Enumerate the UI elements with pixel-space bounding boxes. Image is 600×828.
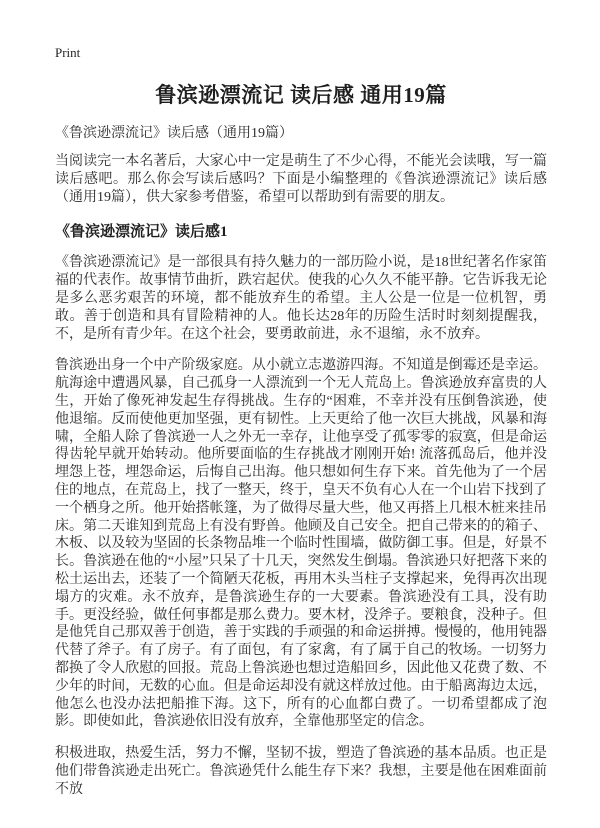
section-heading-essay-1: 《鲁滨逊漂流记》读后感1 xyxy=(55,224,228,241)
intro-paragraph: 当阅读完一本名著后，大家心中一定是萌生了不少心得，不能光会读哦，写一篇读后感吧。那么你会写读后感吗？下面是小编整理的《鲁滨逊漂流记》读后感（通用19篇），供大家参考借鉴，希望可以帮助到有需要的朋友。 xyxy=(55,154,547,205)
essay-paragraph-1: 《鲁滨逊漂流记》是一部很具有持久魅力的一部历险小说，是18世纪著名作家笛福的代表作。故事情节曲折，跌宕起伏。使我的心久久不能平静。它告诉我无论是多么恶劣艰苦的环境，都不能放弃生的希望。主人公是一位是一位机智，勇敢。善于创造和具有冒险精神的人。他长达28年的历险生活时时刻刻提醒我，不，是所有青少年。在这个社会，要勇敢前进，永不退缩，永不放弃。 xyxy=(55,255,547,342)
document-subtitle: 《鲁滨逊漂流记》读后感（通用19篇） xyxy=(55,126,293,141)
essay-paragraph-2: 鲁滨逊出身一个中产阶级家庭。从小就立志遨游四海。不知道是倒霉还是幸运。航海途中遭遇风暴，自己孤身一人漂流到一个无人荒岛上。鲁滨逊放弃富贵的人生，开始了像死神发起生存得挑战。生存的“困难，不幸并没有压倒鲁滨逊，使他退缩。反而使他更加坚强，更有韧性。上天更给了他一次巨大挑战，风暴和海啸，全船人除了鲁滨逊一人之外无一幸存，让他享受了孤零零的寂寞，但是命运得齿轮早就开始转动。他所要面临的生存挑战才刚刚开始! 流落孤岛后，他并没埋怨上苍，埋怨命运，后悔自己出海。他只想如何生存下来。首先他为了一个居住的地点，在荒岛上，找了一整天，终于，皇天不负有心人在一个山岩下找到了一个栖身之所。他开始搭帐篷，为了做得尽量大些，他又再搭上几根木桩来挂吊床。第二天谁知到荒岛上有没有野兽。他顾及自己安全。把自己带来的的箱子、木板、以及较为坚固的长条物品堆一个临时性围墙，做防御工事。但是，好景不长。鲁滨逊在他的“小屋”只呆了十几天，突然发生倒塌。鲁滨逊只好把落下来的松土运出去，还装了一个简陋天花板，再用木头当柱子支撑起来，免得再次出现塌方的灾难。永不放弃，是鲁滨逊生存的一大要素。鲁滨逊没有工具，没有助手。更没经验，做任何事都是那么费力。要木材，没斧子。要粮食，没种子。但是他凭自己那双善于创造，善于实践的手顽强的和命运拼搏。慢慢的，他用钝器代替了斧子。有了房子。有了面包，有了家禽，有了属于自己的牧场。一切努力都换了令人欣慰的回报。荒岛上鲁滨逊也想过造船回乡，因此他又花费了数、不少年的时间，无数的心血。但是命运却没有就这样放过他。由于船离海边太远，他怎么也没办法把船推下海。这下，所有的心血都白费了。一切希望都成了泡影。即使如此，鲁滨逊依旧没有放弃，全靠他那坚定的信念。 xyxy=(55,358,547,730)
page-title: 鲁滨逊漂流记 读后感 通用19篇 xyxy=(155,83,447,107)
print-link[interactable]: Print xyxy=(55,45,81,60)
essay-paragraph-3: 积极进取，热爱生活，努力不懈，坚韧不拔，塑造了鲁滨逊的基本品质。也正是他们带鲁滨逊走出死亡。鲁滨逊凭什么能生存下来？我想，主要是他在困难面前不放 xyxy=(55,746,547,797)
